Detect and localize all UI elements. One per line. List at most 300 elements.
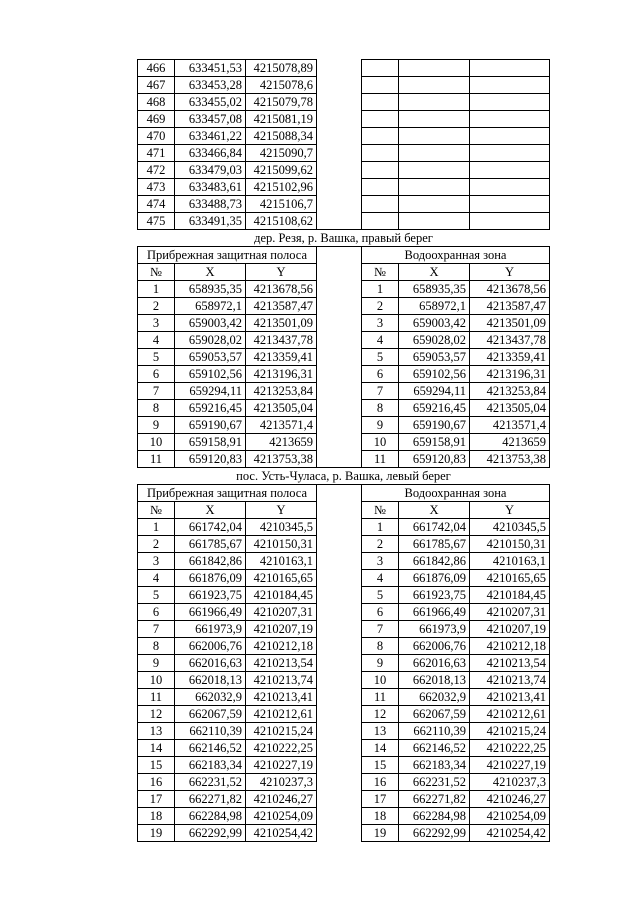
- y-coordinate: 4210163,1: [246, 553, 317, 570]
- y-coordinate: 4213501,09: [246, 315, 317, 332]
- point-number: 16: [362, 774, 399, 791]
- y-coordinate: 4210254,09: [470, 808, 550, 825]
- y-coordinate: 4210207,31: [246, 604, 317, 621]
- point-number: 11: [138, 451, 175, 468]
- point-number: 15: [138, 757, 175, 774]
- table-row: [138, 383, 550, 400]
- table-row: [138, 553, 550, 570]
- column-gap: [317, 451, 362, 468]
- point-number: 2: [362, 536, 399, 553]
- empty-cell: [470, 196, 550, 213]
- table-row: [138, 604, 550, 621]
- empty-cell: [470, 94, 550, 111]
- y-coordinate: 4210165,65: [246, 570, 317, 587]
- empty-cell: [470, 213, 550, 230]
- y-coordinate: 4215078,6: [246, 77, 317, 94]
- column-gap: [317, 213, 362, 230]
- column-gap: [317, 689, 362, 706]
- empty-cell: [470, 60, 550, 77]
- table-row: [138, 128, 550, 145]
- empty-cell: [399, 196, 470, 213]
- x-coordinate: 658935,35: [175, 281, 246, 298]
- point-number: 10: [138, 434, 175, 451]
- point-number: 2: [362, 298, 399, 315]
- table-row: [138, 417, 550, 434]
- y-coordinate: 4215090,7: [246, 145, 317, 162]
- y-coordinate: 4210345,5: [470, 519, 550, 536]
- x-coordinate: 661973,9: [175, 621, 246, 638]
- y-coordinate: 4210215,24: [470, 723, 550, 740]
- point-number: 8: [362, 638, 399, 655]
- empty-cell: [399, 94, 470, 111]
- table-row: [138, 587, 550, 604]
- column-gap: [317, 706, 362, 723]
- y-coordinate: 4213659: [470, 434, 550, 451]
- table-row: [138, 774, 550, 791]
- x-coordinate: 661876,09: [175, 570, 246, 587]
- y-coordinate: 4213678,56: [470, 281, 550, 298]
- point-number: 3: [362, 553, 399, 570]
- x-coordinate: 662032,9: [175, 689, 246, 706]
- y-coordinate: 4213587,47: [470, 298, 550, 315]
- x-coordinate: 633466,84: [175, 145, 246, 162]
- point-number: 1: [362, 281, 399, 298]
- empty-cell: [470, 111, 550, 128]
- table-row: [138, 519, 550, 536]
- x-coordinate: 659190,67: [399, 417, 470, 434]
- x-coordinate: 633461,22: [175, 128, 246, 145]
- table-row: [138, 434, 550, 451]
- x-coordinate: 659053,57: [175, 349, 246, 366]
- x-coordinate: 659190,67: [175, 417, 246, 434]
- y-coordinate: 4210213,74: [470, 672, 550, 689]
- column-gap: [317, 536, 362, 553]
- table-row: [138, 536, 550, 553]
- x-coordinate: 661973,9: [399, 621, 470, 638]
- table-row: [138, 825, 550, 842]
- point-number: 11: [138, 689, 175, 706]
- column-gap: [317, 519, 362, 536]
- y-coordinate: 4213571,4: [470, 417, 550, 434]
- x-coordinate: 633483,61: [175, 179, 246, 196]
- right-zone-heading: Водоохранная зона: [362, 247, 550, 264]
- table-row: [138, 298, 550, 315]
- table-row: [138, 213, 550, 230]
- column-gap: [317, 77, 362, 94]
- point-number: 19: [362, 825, 399, 842]
- table-row: [138, 196, 550, 213]
- y-coordinate: 4210207,31: [470, 604, 550, 621]
- table-row: [138, 60, 550, 77]
- table-row: [138, 791, 550, 808]
- column-gap: [317, 638, 362, 655]
- point-number: 471: [138, 145, 175, 162]
- y-coordinate: 4210246,27: [470, 791, 550, 808]
- x-coordinate: 662284,98: [175, 808, 246, 825]
- column-gap: [317, 723, 362, 740]
- x-coordinate: 661742,04: [175, 519, 246, 536]
- y-coordinate: 4213437,78: [470, 332, 550, 349]
- column-gap: [317, 417, 362, 434]
- empty-cell: [399, 145, 470, 162]
- y-coordinate: 4210212,18: [470, 638, 550, 655]
- y-coordinate: 4210254,42: [470, 825, 550, 842]
- column-gap: [317, 655, 362, 672]
- right-zone-heading: Водоохранная зона: [362, 485, 550, 502]
- table-row: [138, 162, 550, 179]
- x-coordinate: 659158,91: [399, 434, 470, 451]
- y-coordinate: 4213359,41: [246, 349, 317, 366]
- left-header-x: X: [175, 264, 246, 281]
- x-coordinate: 662271,82: [399, 791, 470, 808]
- point-number: 9: [362, 417, 399, 434]
- left-zone-heading: Прибрежная защитная полоса: [138, 247, 317, 264]
- y-coordinate: 4215079,78: [246, 94, 317, 111]
- y-coordinate: 4210222,25: [470, 740, 550, 757]
- point-number: 4: [362, 332, 399, 349]
- point-number: 15: [362, 757, 399, 774]
- empty-cell: [362, 213, 399, 230]
- y-coordinate: 4215088,34: [246, 128, 317, 145]
- x-coordinate: 662292,99: [175, 825, 246, 842]
- x-coordinate: 659028,02: [399, 332, 470, 349]
- column-gap: [317, 774, 362, 791]
- x-coordinate: 659028,02: [175, 332, 246, 349]
- empty-cell: [362, 162, 399, 179]
- y-coordinate: 4210215,24: [246, 723, 317, 740]
- y-coordinate: 4210163,1: [470, 553, 550, 570]
- point-number: 1: [138, 281, 175, 298]
- y-coordinate: 4213659: [246, 434, 317, 451]
- point-number: 4: [138, 332, 175, 349]
- empty-cell: [470, 162, 550, 179]
- x-coordinate: 633455,02: [175, 94, 246, 111]
- y-coordinate: 4213587,47: [246, 298, 317, 315]
- column-gap: [317, 434, 362, 451]
- y-coordinate: 4210212,61: [470, 706, 550, 723]
- y-coordinate: 4210213,74: [246, 672, 317, 689]
- point-number: 14: [138, 740, 175, 757]
- y-coordinate: 4210165,65: [470, 570, 550, 587]
- y-coordinate: 4210345,5: [246, 519, 317, 536]
- point-number: 4: [138, 570, 175, 587]
- empty-cell: [470, 77, 550, 94]
- x-coordinate: 662110,39: [175, 723, 246, 740]
- y-coordinate: 4215102,96: [246, 179, 317, 196]
- right-header-number: №: [362, 264, 399, 281]
- y-coordinate: 4210254,42: [246, 825, 317, 842]
- section-title-row: [138, 468, 550, 485]
- column-gap: [317, 791, 362, 808]
- x-coordinate: 662292,99: [399, 825, 470, 842]
- table-row: [138, 689, 550, 706]
- table-row: [138, 570, 550, 587]
- y-coordinate: 4210237,3: [246, 774, 317, 791]
- y-coordinate: 4210212,18: [246, 638, 317, 655]
- column-gap: [317, 366, 362, 383]
- table-row: [138, 638, 550, 655]
- y-coordinate: 4210246,27: [246, 791, 317, 808]
- table-row: [138, 706, 550, 723]
- right-header-x: X: [399, 264, 470, 281]
- y-coordinate: 4215108,62: [246, 213, 317, 230]
- empty-cell: [470, 179, 550, 196]
- column-gap: [317, 621, 362, 638]
- column-gap: [317, 553, 362, 570]
- point-number: 2: [138, 536, 175, 553]
- x-coordinate: 662067,59: [175, 706, 246, 723]
- empty-cell: [362, 60, 399, 77]
- point-number: 5: [362, 587, 399, 604]
- left-header-number: №: [138, 502, 175, 519]
- empty-cell: [362, 77, 399, 94]
- x-coordinate: 659053,57: [399, 349, 470, 366]
- x-coordinate: 661785,67: [175, 536, 246, 553]
- column-header-row: [138, 264, 550, 281]
- table-row: [138, 400, 550, 417]
- x-coordinate: 662183,34: [399, 757, 470, 774]
- point-number: 10: [362, 434, 399, 451]
- x-coordinate: 661785,67: [399, 536, 470, 553]
- table-row: [138, 281, 550, 298]
- coordinates-table: [137, 59, 550, 842]
- x-coordinate: 658972,1: [175, 298, 246, 315]
- table-row: [138, 672, 550, 689]
- x-coordinate: 658972,1: [399, 298, 470, 315]
- point-number: 7: [362, 621, 399, 638]
- left-header-x: X: [175, 502, 246, 519]
- column-gap: [317, 604, 362, 621]
- point-number: 14: [362, 740, 399, 757]
- point-number: 467: [138, 77, 175, 94]
- point-number: 10: [362, 672, 399, 689]
- column-gap: [317, 349, 362, 366]
- column-header-row: [138, 502, 550, 519]
- empty-cell: [399, 128, 470, 145]
- left-header-number: №: [138, 264, 175, 281]
- point-number: 1: [138, 519, 175, 536]
- point-number: 9: [138, 417, 175, 434]
- x-coordinate: 661966,49: [399, 604, 470, 621]
- table-row: [138, 451, 550, 468]
- table-row: [138, 740, 550, 757]
- y-coordinate: 4213753,38: [246, 451, 317, 468]
- y-coordinate: 4213678,56: [246, 281, 317, 298]
- point-number: 6: [362, 604, 399, 621]
- left-header-y: Y: [246, 264, 317, 281]
- empty-cell: [362, 111, 399, 128]
- point-number: 12: [138, 706, 175, 723]
- y-coordinate: 4210213,41: [470, 689, 550, 706]
- point-number: 466: [138, 60, 175, 77]
- column-gap: [317, 502, 362, 519]
- point-number: 10: [138, 672, 175, 689]
- x-coordinate: 661923,75: [399, 587, 470, 604]
- x-coordinate: 633451,53: [175, 60, 246, 77]
- point-number: 18: [138, 808, 175, 825]
- x-coordinate: 662016,63: [399, 655, 470, 672]
- point-number: 7: [138, 621, 175, 638]
- x-coordinate: 662231,52: [175, 774, 246, 791]
- section-title: дер. Резя, р. Вашка, правый берег: [138, 230, 550, 247]
- point-number: 5: [138, 587, 175, 604]
- y-coordinate: 4213501,09: [470, 315, 550, 332]
- x-coordinate: 662006,76: [399, 638, 470, 655]
- point-number: 8: [138, 638, 175, 655]
- x-coordinate: 662146,52: [175, 740, 246, 757]
- table-row: [138, 757, 550, 774]
- point-number: 16: [138, 774, 175, 791]
- point-number: 17: [362, 791, 399, 808]
- y-coordinate: 4210222,25: [246, 740, 317, 757]
- y-coordinate: 4213571,4: [246, 417, 317, 434]
- empty-cell: [362, 94, 399, 111]
- x-coordinate: 659158,91: [175, 434, 246, 451]
- left-header-y: Y: [246, 502, 317, 519]
- y-coordinate: 4210207,19: [246, 621, 317, 638]
- column-gap: [317, 128, 362, 145]
- coordinates-document: [137, 59, 549, 842]
- table-row: [138, 808, 550, 825]
- point-number: 6: [138, 366, 175, 383]
- point-number: 3: [138, 315, 175, 332]
- table-row: [138, 145, 550, 162]
- column-gap: [317, 94, 362, 111]
- y-coordinate: 4210150,31: [246, 536, 317, 553]
- zone-heading-row: [138, 247, 550, 264]
- point-number: 13: [138, 723, 175, 740]
- empty-cell: [362, 179, 399, 196]
- x-coordinate: 659216,45: [399, 400, 470, 417]
- y-coordinate: 4210184,45: [246, 587, 317, 604]
- column-gap: [317, 808, 362, 825]
- x-coordinate: 659120,83: [399, 451, 470, 468]
- table-row: [138, 655, 550, 672]
- x-coordinate: 661966,49: [175, 604, 246, 621]
- y-coordinate: 4213253,84: [246, 383, 317, 400]
- column-gap: [317, 332, 362, 349]
- x-coordinate: 662016,63: [175, 655, 246, 672]
- point-number: 1: [362, 519, 399, 536]
- column-gap: [317, 672, 362, 689]
- point-number: 473: [138, 179, 175, 196]
- empty-cell: [399, 60, 470, 77]
- x-coordinate: 633457,08: [175, 111, 246, 128]
- column-gap: [317, 145, 362, 162]
- empty-cell: [399, 111, 470, 128]
- y-coordinate: 4210254,09: [246, 808, 317, 825]
- y-coordinate: 4210227,19: [470, 757, 550, 774]
- point-number: 7: [362, 383, 399, 400]
- column-gap: [317, 162, 362, 179]
- x-coordinate: 659120,83: [175, 451, 246, 468]
- table-row: [138, 77, 550, 94]
- empty-cell: [399, 213, 470, 230]
- point-number: 19: [138, 825, 175, 842]
- point-number: 470: [138, 128, 175, 145]
- column-gap: [317, 264, 362, 281]
- table-body: [138, 60, 550, 842]
- y-coordinate: 4210212,61: [246, 706, 317, 723]
- point-number: 8: [138, 400, 175, 417]
- x-coordinate: 659102,56: [399, 366, 470, 383]
- y-coordinate: 4215099,62: [246, 162, 317, 179]
- point-number: 469: [138, 111, 175, 128]
- y-coordinate: 4210237,3: [470, 774, 550, 791]
- column-gap: [317, 196, 362, 213]
- point-number: 6: [362, 366, 399, 383]
- empty-cell: [399, 77, 470, 94]
- x-coordinate: 662032,9: [399, 689, 470, 706]
- point-number: 6: [138, 604, 175, 621]
- x-coordinate: 662146,52: [399, 740, 470, 757]
- section-title: пос. Усть-Чуласа, р. Вашка, левый берег: [138, 468, 550, 485]
- column-gap: [317, 60, 362, 77]
- x-coordinate: 662018,13: [399, 672, 470, 689]
- table-row: [138, 723, 550, 740]
- point-number: 11: [362, 451, 399, 468]
- column-gap: [317, 400, 362, 417]
- empty-cell: [399, 179, 470, 196]
- left-zone-heading: Прибрежная защитная полоса: [138, 485, 317, 502]
- table-row: [138, 349, 550, 366]
- empty-cell: [470, 145, 550, 162]
- point-number: 12: [362, 706, 399, 723]
- y-coordinate: 4213505,04: [246, 400, 317, 417]
- column-gap: [317, 570, 362, 587]
- point-number: 3: [138, 553, 175, 570]
- y-coordinate: 4210213,41: [246, 689, 317, 706]
- zone-heading-row: [138, 485, 550, 502]
- table-row: [138, 332, 550, 349]
- column-gap: [317, 757, 362, 774]
- x-coordinate: 662110,39: [399, 723, 470, 740]
- x-coordinate: 659294,11: [399, 383, 470, 400]
- point-number: 474: [138, 196, 175, 213]
- column-gap: [317, 485, 362, 502]
- x-coordinate: 633479,03: [175, 162, 246, 179]
- column-gap: [317, 281, 362, 298]
- point-number: 468: [138, 94, 175, 111]
- y-coordinate: 4213359,41: [470, 349, 550, 366]
- right-header-y: Y: [470, 502, 550, 519]
- x-coordinate: 659003,42: [175, 315, 246, 332]
- point-number: 475: [138, 213, 175, 230]
- table-row: [138, 621, 550, 638]
- x-coordinate: 662067,59: [399, 706, 470, 723]
- y-coordinate: 4213505,04: [470, 400, 550, 417]
- empty-cell: [470, 128, 550, 145]
- x-coordinate: 659216,45: [175, 400, 246, 417]
- column-gap: [317, 247, 362, 264]
- x-coordinate: 662284,98: [399, 808, 470, 825]
- point-number: 9: [138, 655, 175, 672]
- x-coordinate: 661742,04: [399, 519, 470, 536]
- point-number: 472: [138, 162, 175, 179]
- y-coordinate: 4210184,45: [470, 587, 550, 604]
- y-coordinate: 4215078,89: [246, 60, 317, 77]
- table-row: [138, 179, 550, 196]
- y-coordinate: 4210207,19: [470, 621, 550, 638]
- table-row: [138, 366, 550, 383]
- point-number: 7: [138, 383, 175, 400]
- y-coordinate: 4215081,19: [246, 111, 317, 128]
- empty-cell: [362, 128, 399, 145]
- point-number: 8: [362, 400, 399, 417]
- column-gap: [317, 179, 362, 196]
- point-number: 9: [362, 655, 399, 672]
- section-title-row: [138, 230, 550, 247]
